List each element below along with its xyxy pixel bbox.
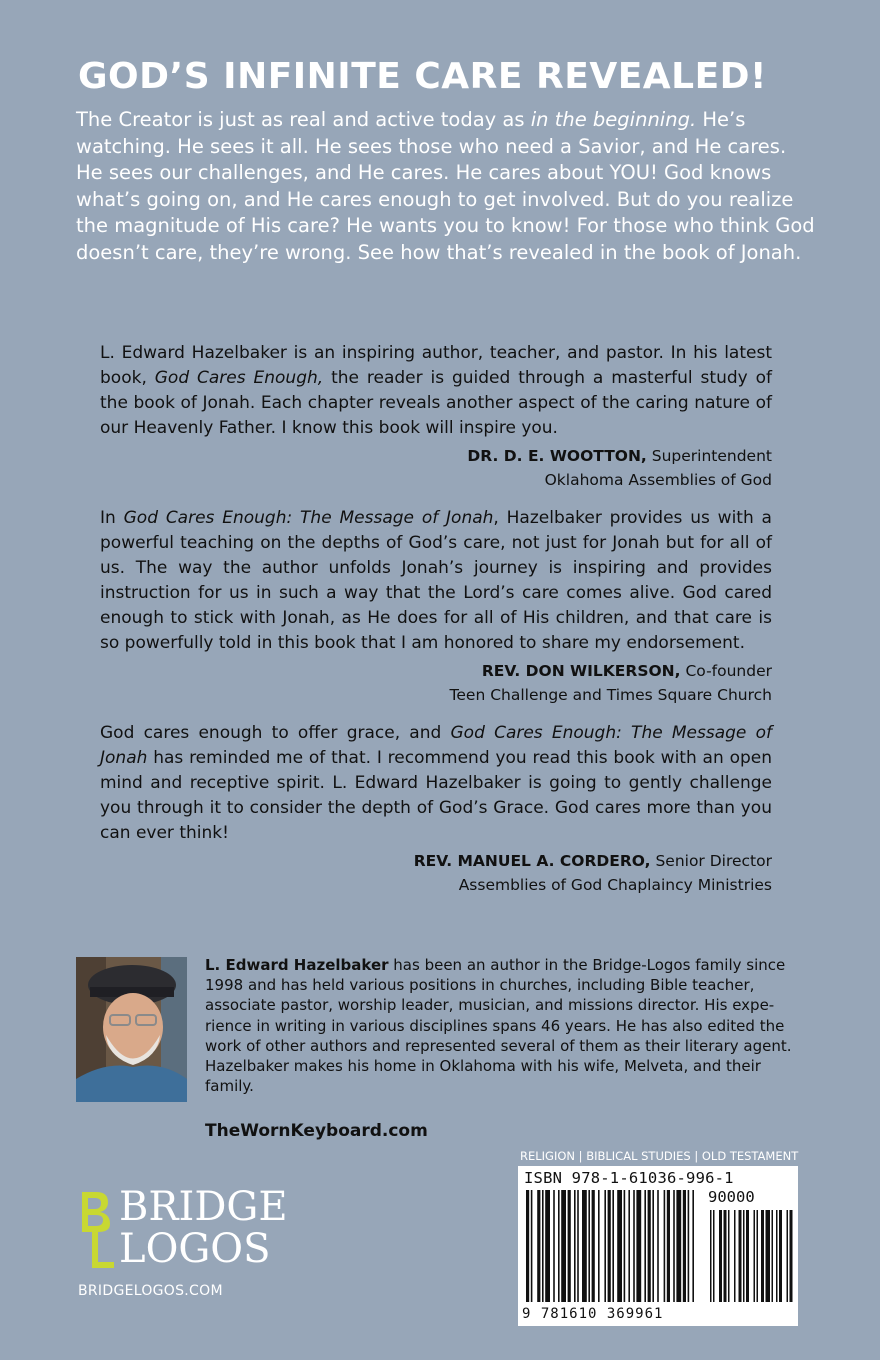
addon-bar: [743, 1210, 745, 1302]
barcode-bars-icon: [518, 1166, 798, 1326]
addon-bar: [739, 1210, 742, 1302]
endorsement-text: [100, 506, 772, 656]
endorser-name: DR. D. E. WOOTTON,: [467, 447, 647, 465]
author-bio: [205, 955, 805, 1096]
endorsement-text-part: , Hazelbaker provides us with a powerful teaching on the depths of God’s care, not just for Jonah but for all of us. The way the author unfolds Jonah’s journey is inspiring and provides instruction for us in such a way that the Lord’s care comes alive. God cared enough to stick with Jonah, as He does for all of His children, and that care is so powerfully told in this book that I am honored to share my endorsement.: [100, 508, 772, 653]
endorsement-text-part: the reader is guided through a masterful study of the book of Jonah. Each chapter reveals another aspect of the caring nature of our Heavenly Father. I know this book will inspire you.: [100, 368, 772, 438]
addon-bar: [713, 1210, 715, 1302]
addon-bar: [724, 1210, 727, 1302]
barcode-bar: [612, 1190, 614, 1302]
intro-paragraph: [76, 107, 816, 266]
intro-text-rest: He’s watching. He sees it all. He sees those who need a Savior, and He cares. He sees our challenges, and He cares. He cares about YOU! God knows what’s going on, and He cares enough to get involved. But do you realize the magnitude of His care? He wants you to know! For those who think God doesn’t care, they’re wrong. See how that’s revealed in the book of Jonah.: [76, 108, 815, 264]
barcode-bar: [676, 1190, 681, 1302]
publisher-name-line2: LOGOS: [119, 1226, 271, 1272]
barcode-bar: [636, 1190, 641, 1302]
endorsement-text: [100, 721, 772, 846]
endorser-title: Superintendent: [646, 447, 772, 465]
barcode-bar: [537, 1190, 540, 1302]
endorsement-text-part: In: [100, 508, 124, 528]
barcode-bar: [652, 1190, 654, 1302]
book-category: RELIGION | BIBLICAL STUDIES | OLD TESTAMENT: [520, 1149, 799, 1163]
endorsements: [100, 341, 772, 897]
endorsement-book-title: God Cares Enough: The Message of Jonah: [123, 508, 494, 528]
barcode-bar: [664, 1190, 666, 1302]
barcode-bar: [688, 1190, 690, 1302]
addon-bar: [761, 1210, 764, 1302]
intro-italic: in the beginning.: [530, 108, 697, 131]
barcode-bar: [568, 1190, 571, 1302]
barcode-bar: [633, 1190, 635, 1302]
addon-bar: [787, 1210, 789, 1302]
barcode-bar: [577, 1190, 579, 1302]
barcode-bar: [683, 1190, 686, 1302]
price-code: 90000: [708, 1188, 755, 1206]
barcode-bar: [624, 1190, 626, 1302]
endorsement: [100, 506, 772, 707]
barcode-bar: [657, 1190, 659, 1302]
publisher-url[interactable]: BRIDGELOGOS.COM: [78, 1283, 223, 1299]
barcode-bar: [545, 1190, 550, 1302]
barcode-bar: [553, 1190, 555, 1302]
barcode-bar: [667, 1190, 670, 1302]
addon-bar: [710, 1210, 712, 1302]
barcode-bar: [692, 1190, 694, 1302]
endorsement: [100, 341, 772, 492]
addon-bar: [754, 1210, 756, 1302]
endorser-org: Assemblies of God Chaplaincy Ministries: [458, 876, 772, 894]
barcode-bar: [561, 1190, 566, 1302]
endorsement-text-part: has reminded me of that. I recommend you read this book with an open mind and receptive spirit. L. Edward Hazelbaker is going to gently challenge you through it to consider the depth of God’s Grace. God cares more than you can ever think!: [100, 748, 772, 843]
endorsement-book-title: God Cares Enough: The Message of Jonah: [100, 723, 772, 768]
endorsement-book-title: God Cares Enough,: [154, 368, 324, 388]
barcode-bar: [628, 1190, 630, 1302]
barcode-bar: [588, 1190, 590, 1302]
addon-bar: [757, 1210, 759, 1302]
endorsement-attribution: [100, 849, 772, 897]
addon-bar: [734, 1210, 736, 1302]
publisher-name-line1: BRIDGE: [119, 1184, 288, 1230]
addon-bar: [766, 1210, 771, 1302]
barcode-bar: [608, 1190, 611, 1302]
addon-bar: [728, 1210, 730, 1302]
endorser-org: Teen Challenge and Times Square Church: [449, 686, 772, 704]
endorser-org: Oklahoma Assemblies of God: [544, 471, 772, 489]
addon-bar: [776, 1210, 778, 1302]
barcode-bar: [531, 1190, 533, 1302]
publisher-name: [119, 1186, 288, 1270]
endorsement-attribution: [100, 659, 772, 707]
addon-bar: [746, 1210, 749, 1302]
barcode-bar: [542, 1190, 544, 1302]
addon-bar: [772, 1210, 774, 1302]
barcode-bar: [648, 1190, 651, 1302]
addon-bar: [790, 1210, 793, 1302]
addon-bar: [779, 1210, 782, 1302]
addon-bar: [719, 1210, 722, 1302]
barcode-bar: [598, 1190, 600, 1302]
bridge-logos-mark-icon: [78, 1188, 118, 1270]
intro-text: The Creator is just as real and active today as: [76, 108, 531, 131]
author-photo: [76, 957, 187, 1102]
author-portrait-icon: [76, 957, 187, 1102]
barcode-bar: [526, 1190, 529, 1302]
headline: GOD’S INFINITE CARE REVEALED!: [78, 56, 767, 97]
barcode-bar: [592, 1190, 595, 1302]
endorsement-text-part: L. Edward Hazelbaker is an inspiring author, teacher, and pastor. In his latest book,: [100, 343, 772, 388]
endorser-name: REV. DON WILKERSON,: [481, 662, 681, 680]
endorser-name: REV. MANUEL A. CORDERO,: [413, 852, 651, 870]
barcode-bar: [558, 1190, 560, 1302]
barcode-bar: [644, 1190, 646, 1302]
author-bio-text: has been an author in the Bridge-Logos family since 1998 and has held various positions in churches, including Bible teacher, associate pastor, worship leader, musician, and missions director. His experience in writing in various disciplines spans 46 years. He has also edited the work of other authors and represented several of them as their literary agent. Hazelbaker makes his home in Oklahoma with his wife, Melveta, and their family.: [205, 956, 792, 1096]
barcode: [518, 1166, 798, 1326]
barcode-bar: [582, 1190, 587, 1302]
endorsement: [100, 721, 772, 897]
barcode-bar: [574, 1190, 576, 1302]
barcode-bar: [604, 1190, 606, 1302]
endorser-title: Senior Director: [650, 852, 772, 870]
endorsement-attribution: [100, 444, 772, 492]
barcode-bar: [617, 1190, 622, 1302]
author-name: L. Edward Hazelbaker: [205, 956, 389, 974]
endorsement-text: [100, 341, 772, 441]
endorser-title: Co-founder: [680, 662, 772, 680]
barcode-bar: [673, 1190, 675, 1302]
isbn-number: ISBN 978-1-61036-996-1: [524, 1169, 734, 1187]
ean-number: 9 781610 369961: [522, 1306, 664, 1322]
author-website[interactable]: TheWornKeyboard.com: [205, 1121, 428, 1141]
endorsement-text-part: God cares enough to offer grace, and: [100, 723, 451, 743]
